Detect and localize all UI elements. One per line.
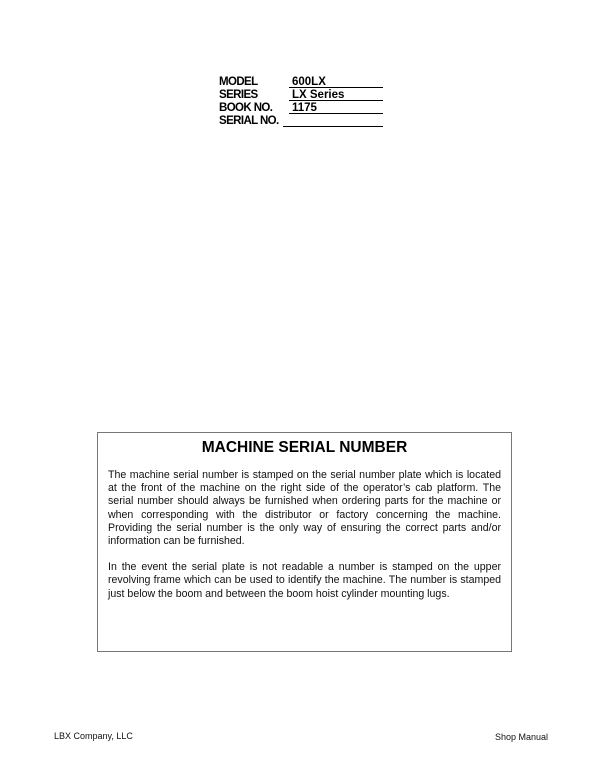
- model-row: [219, 76, 389, 89]
- book-number-label: BOOK NO.: [219, 102, 273, 114]
- serial-number-value: [283, 115, 383, 127]
- series-row: [219, 89, 389, 102]
- notice-paragraph-2: In the event the serial plate is not readable a number is stamped on the upper revolving frame which can be used to identify the machine. The number is stamped just below the boom and between the boom hoist cylinder mounting lugs.: [108, 561, 501, 600]
- series-value: LX Series: [289, 89, 383, 101]
- footer-manual-title: Shop Manual: [494, 732, 548, 742]
- notice-title: MACHINE SERIAL NUMBER: [201, 439, 408, 456]
- serial-number-label: SERIAL NO.: [219, 115, 279, 127]
- footer-company: LBX Company, LLC: [54, 731, 133, 741]
- notice-paragraph-1: The machine serial number is stamped on the serial number plate which is located at the front of the machine on the right side of the operator’s cab platform. The serial number should always be furnished when ordering parts for the machine or when corresponding with the distributor or factory concerning the machine. Providing the serial number is the only way of ensuring the correct parts and/or information can be furnished.: [108, 469, 501, 548]
- model-value: 600LX: [289, 76, 383, 88]
- machine-info-block: [219, 76, 389, 128]
- serial-number-row: [219, 115, 389, 128]
- book-number-value: 1175: [289, 102, 383, 114]
- model-label: MODEL: [219, 76, 258, 88]
- series-label: SERIES: [219, 89, 258, 101]
- book-number-row: [219, 102, 389, 115]
- serial-number-notice-box: [97, 432, 512, 652]
